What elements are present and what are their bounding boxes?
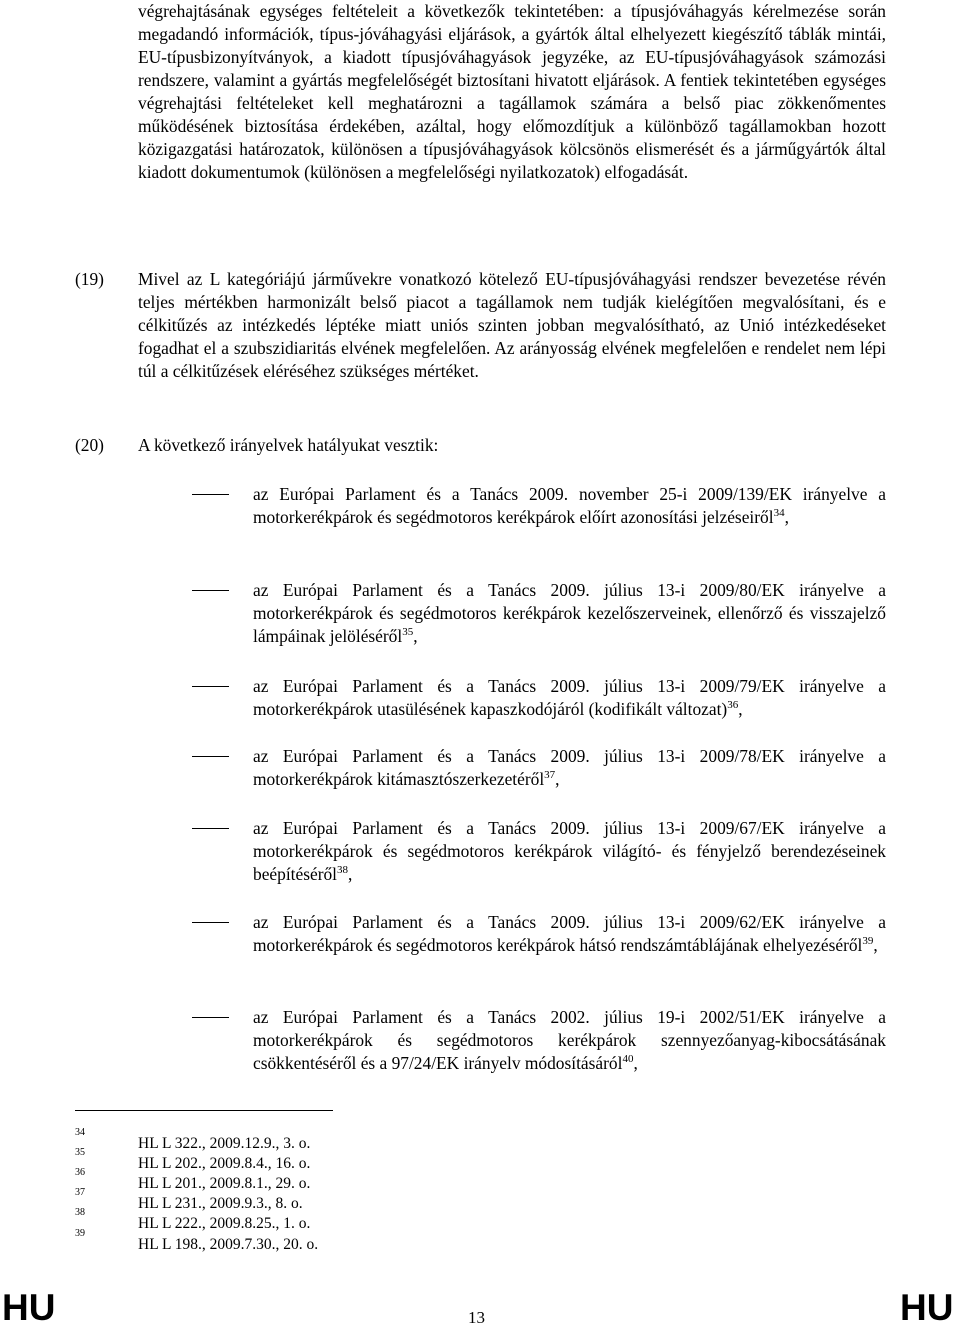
directive-text [253,483,886,529]
recital-text: Mivel az L kategóriájú járművekre vonatkozó kötelező EU-típusjóváhagyási rendszer bevezetése révén teljes mértékben harmonizált belső piacot a tagállamok nem tudják kielégítően megvalósítani, és e célkitűzés az intézkedés léptéke miatt uniós szinten jobban megvalósítható, az Unió intézkedéseket fogadhat el a szubszidiaritás elvének megfelelően. Az arányosság elvének megfelelően e rendelet nem lépi túl a célkitűzések eléréséhez szükséges mértéket. [138,269,886,381]
directive-title: az Európai Parlament és a Tanács 2009. november 25-i 2009/139/EK irányelve a motorkerékpárok és segédmotoros kerékpárok előírt azonosítási jelzéseiről [253,484,886,527]
directive-punct: , [413,626,418,646]
directive-punct: , [738,699,743,719]
footnote-text: HL L 231., 2009.9.3., 8. o. [138,1195,303,1212]
recital-19 [75,268,886,383]
recital-number: (20) [75,435,104,455]
directive-punct: , [348,864,353,884]
repealed-directive-item [192,817,886,886]
dash-bullet [192,828,229,829]
directive-title: az Európai Parlament és a Tanács 2009. július 13-i 2009/80/EK irányelve a motorkerékpárok és segédmotoros kerékpárok kezelőszerveinek, ellenőrző és visszajelző lámpáinak jelöléséről [253,580,886,646]
footnote-mark: 35 [75,1147,85,1158]
directive-text [253,745,886,791]
recital-18-continuation: végrehajtásának egységes feltételeit a következők tekintetében: a típusjóváhagyás kérelmezése során megadandó információk, típus-jóváhagyási eljárások, a gyártók által elhelyezett kiegészítő táblák mintái, EU-típusbizonyítványok, a kiadott típusjóváhagyások jegyzéke, az EU-típusjóváhagyások számozási rendszere, valamint a gyártás megfelelőségét biztosítani hivatott eljárások. A fentiek tekintetében egységes végrehajtási feltételeket kell meghatározni a tagállamok számára a belső piac zökkenőmentes működésének biztosítása érdekében, azáltal, hogy előmozdítjuk a különböző tagállamokban hozott közigazgatási határozatok, különösen a típusjóváhagyások kölcsönös elismerését és a járműgyártók által kiadott dokumentumok (különösen a megfelelőségi nyilatkozatok) elfogadását. [138,1,886,182]
directive-text [253,1006,886,1075]
repealed-directive-item [192,911,886,957]
footnote-ref: 39 [862,935,874,947]
footnote-mark: 34 [75,1127,85,1138]
footnote-ref: 37 [544,769,556,781]
directive-text [253,911,886,957]
recital-number: (19) [75,269,104,289]
language-code-right: HU [900,1287,954,1328]
directive-text [253,817,886,886]
dash-bullet [192,922,229,923]
directive-title: az Európai Parlament és a Tanács 2009. július 13-i 2009/62/EK irányelve a motorkerékpárok és segédmotoros kerékpárok hátsó rendszámtáblájának elhelyezéséről [253,912,886,955]
repealed-directive-item [192,579,886,648]
directive-punct: , [784,507,789,527]
footnote-text: HL L 322., 2009.12.9., 3. o. [138,1135,311,1152]
footnote-mark: 38 [75,1207,85,1218]
repealed-directive-item [192,745,886,791]
repealed-directive-item [192,1006,886,1075]
footnote-text: HL L 201., 2009.8.1., 29. o. [138,1175,311,1192]
directive-punct: , [873,935,878,955]
recital-20 [75,434,886,457]
directive-title: az Európai Parlament és a Tanács 2009. július 13-i 2009/78/EK irányelve a motorkerékpárok kitámasztószerkezetéről [253,746,886,789]
footnote-mark: 39 [75,1228,85,1239]
footnote-mark: 37 [75,1187,85,1198]
directive-title: az Európai Parlament és a Tanács 2002. július 19-i 2002/51/EK irányelve a motorkerékpárok és segédmotoros kerékpárok szennyezőanyag-kibocsátásának csökkentéséről és a 97/24/EK irányelv módosításáról [253,1007,886,1073]
dash-bullet [192,590,229,591]
repealed-directive-item [192,675,886,721]
directive-punct: , [555,769,560,789]
footnote-ref: 38 [337,864,349,876]
repealed-directive-item [192,483,886,529]
dash-bullet [192,756,229,757]
footnote-mark: 36 [75,1167,85,1178]
page-number: 13 [468,1308,485,1327]
footnote-ref: 40 [622,1053,634,1065]
language-code-left: HU [2,1287,56,1328]
footnote-text: HL L 198., 2009.7.30., 20. o. [138,1236,319,1253]
directive-text [253,675,886,721]
directive-title: az Európai Parlament és a Tanács 2009. július 13-i 2009/67/EK irányelve a motorkerékpárok és segédmotoros kerékpárok világító- és fényjelző berendezéseinek beépítéséről [253,818,886,884]
directive-text [253,579,886,648]
footnote-text: HL L 202., 2009.8.4., 16. o. [138,1155,311,1172]
footnote-ref: 36 [727,699,739,711]
dash-bullet [192,1017,229,1018]
recital-text: A következő irányelvek hatályukat vesztik: [138,435,439,455]
dash-bullet [192,494,229,495]
footnote-text: HL L 222., 2009.8.25., 1. o. [138,1215,311,1232]
footnote-separator [75,1110,333,1111]
footnote-ref: 35 [402,626,414,638]
footnote-ref: 34 [773,507,785,519]
dash-bullet [192,686,229,687]
directive-title: az Európai Parlament és a Tanács 2009. július 13-i 2009/79/EK irányelve a motorkerékpárok utasülésének kapaszkodójáról (kodifikált változat) [253,676,886,719]
directive-punct: , [633,1053,638,1073]
